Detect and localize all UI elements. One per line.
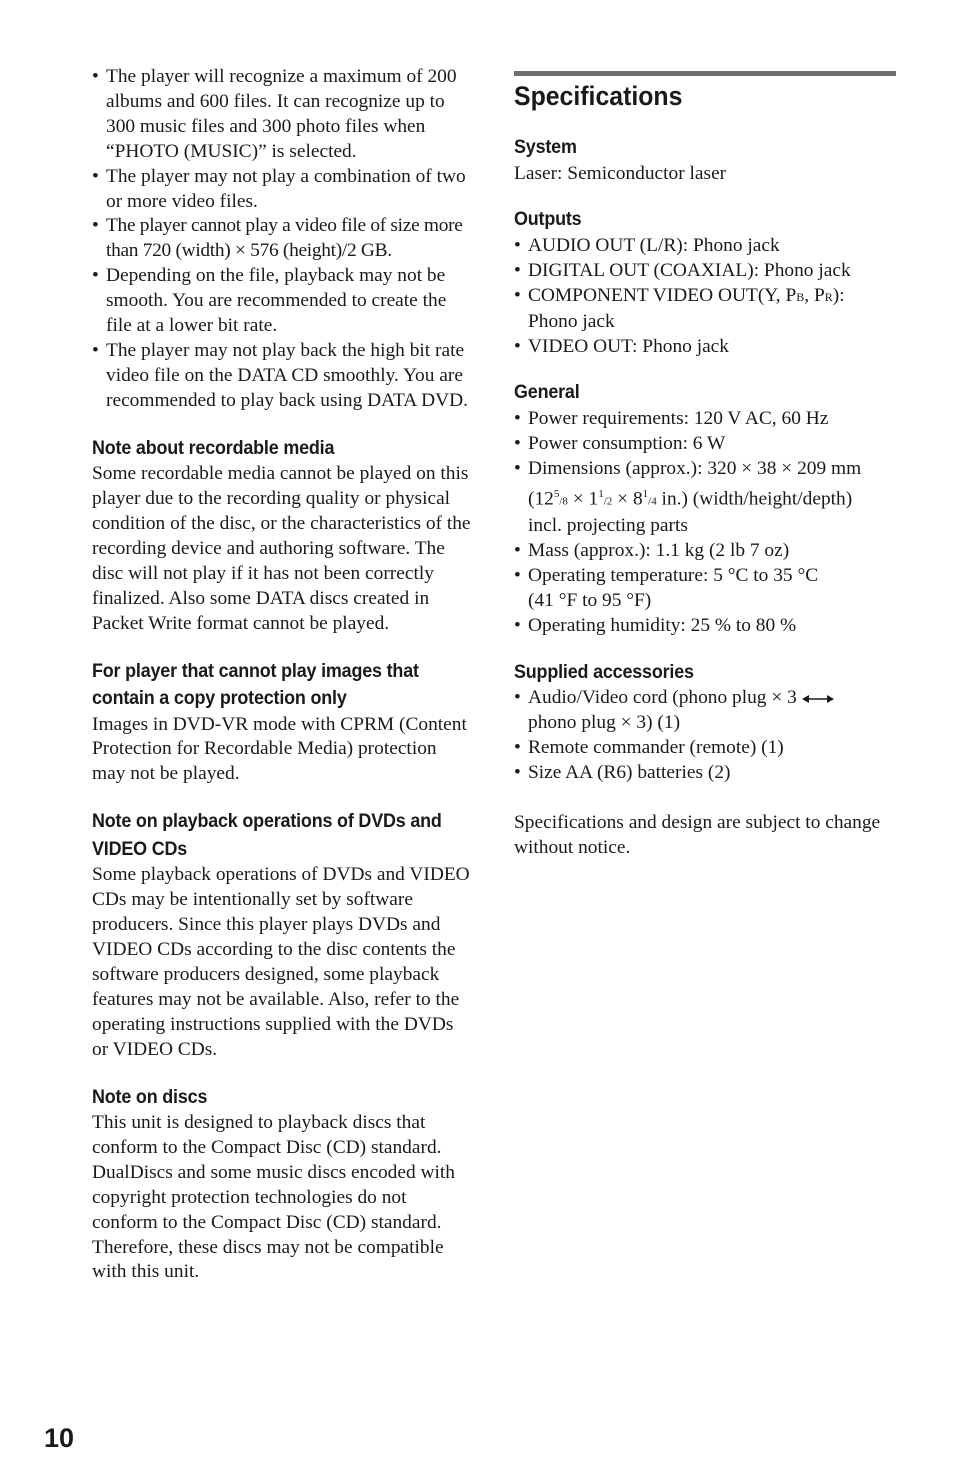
list-item: • Depending on the file, playback may not be smooth. You are recommended to create the file at a lower bit rate. — [92, 264, 474, 339]
recordable-media-text: Some recordable media cannot be played on this player due to the recording quality or physical condition of the disc, or the characteristics of the recording device and authoring software. The disc will not play if it has not been correctly finalized. Also some DATA discs created in Packet Write format cannot be played. — [92, 463, 471, 634]
title-rule — [514, 71, 896, 76]
page-number: 10 — [44, 1423, 75, 1453]
list-item: • VIDEO OUT: Phono jack — [514, 335, 898, 360]
outputs-list — [514, 234, 898, 360]
system-text: Laser: Semiconductor laser — [514, 162, 727, 184]
copy-protection-text: Images in DVD-VR mode with CPRM (Content Protection for Recordable Media) protection may not be played. — [92, 713, 467, 785]
page-title: Specifications — [514, 81, 683, 111]
outputs-heading: Outputs — [514, 208, 582, 231]
general-list — [514, 407, 898, 639]
list-item: • Power consumption: 6 W — [514, 432, 898, 457]
list-item: • Operating temperature: 5 °C to 35 °C (41 °F to 95 °F) — [514, 564, 898, 614]
recordable-media-heading: Note about recordable media — [92, 436, 335, 459]
list-item: • Audio/Video cord (phono plug × 3 phono plug × 3) (1) — [514, 686, 898, 736]
list-item: • Operating humidity: 25 % to 80 % — [514, 614, 898, 639]
system-heading: System — [514, 136, 577, 158]
intro-bullet-list — [92, 65, 474, 414]
discs-heading: Note on discs — [92, 1085, 208, 1108]
list-item: • The player may not play a combination of two or more video files. — [92, 165, 474, 215]
specifications-notice: Specifications and design are subject to change without notice. — [514, 811, 881, 858]
double-arrow-icon — [802, 693, 834, 705]
list-item: • Size AA (R6) batteries (2) — [514, 761, 898, 786]
list-item: • DIGITAL OUT (COAXIAL): Phono jack — [514, 259, 898, 284]
list-item: • Mass (approx.): 1.1 kg (2 lb 7 oz) — [514, 539, 898, 564]
list-item: • Remote commander (remote) (1) — [514, 736, 898, 761]
list-item: • COMPONENT VIDEO OUT(Y, PB, PR): Phono jack — [514, 284, 898, 335]
right-column — [514, 0, 898, 861]
copy-protection-heading: For player that cannot play images that contain a copy protection only — [92, 659, 419, 710]
general-heading: General — [514, 381, 580, 404]
list-item: • The player may not play back the high bit rate video file on the DATA CD smoothly. You are recommended to play back using DATA DVD. — [92, 339, 474, 414]
playback-operations-text: Some playback operations of DVDs and VIDEO CDs may be intentionally set by software producers. Since this player plays DVDs and VIDEO CDs according to the disc contents the software producers designed, some playback features may not be available. Also, refer to the operating instructions supplied with the DVDs or VIDEO CDs. — [92, 864, 470, 1060]
left-column — [92, 0, 474, 1285]
list-item: • The player cannot play a video file of size more than 720 (width) × 576 (height)/2 GB. — [92, 214, 474, 264]
list-item: • Dimensions (approx.): 320 × 38 × 209 mm ($12^5/8 \times 1^1/2 \times 8^1/4$ in.) (width/height/depth) incl. projecting parts — [514, 457, 898, 539]
list-item: • Power requirements: 120 V AC, 60 Hz — [514, 407, 898, 432]
list-item: • The player will recognize a maximum of 200 albums and 600 files. It can recognize up to 300 music files and 300 photo files when “PHOTO (MUSIC)” is selected. — [92, 65, 474, 165]
discs-text: This unit is designed to playback discs that conform to the Compact Disc (CD) standard. DualDiscs and some music discs encoded with copyright protection technologies do not conform to the Compact Disc (CD) standard. Therefore, these discs may not be compatible with this unit. — [92, 1112, 455, 1283]
accessories-list — [514, 686, 898, 786]
accessories-heading: Supplied accessories — [514, 660, 694, 683]
list-item: • AUDIO OUT (L/R): Phono jack — [514, 234, 898, 259]
playback-operations-heading: Note on playback operations of DVDs and VIDEO CDs — [92, 810, 442, 860]
